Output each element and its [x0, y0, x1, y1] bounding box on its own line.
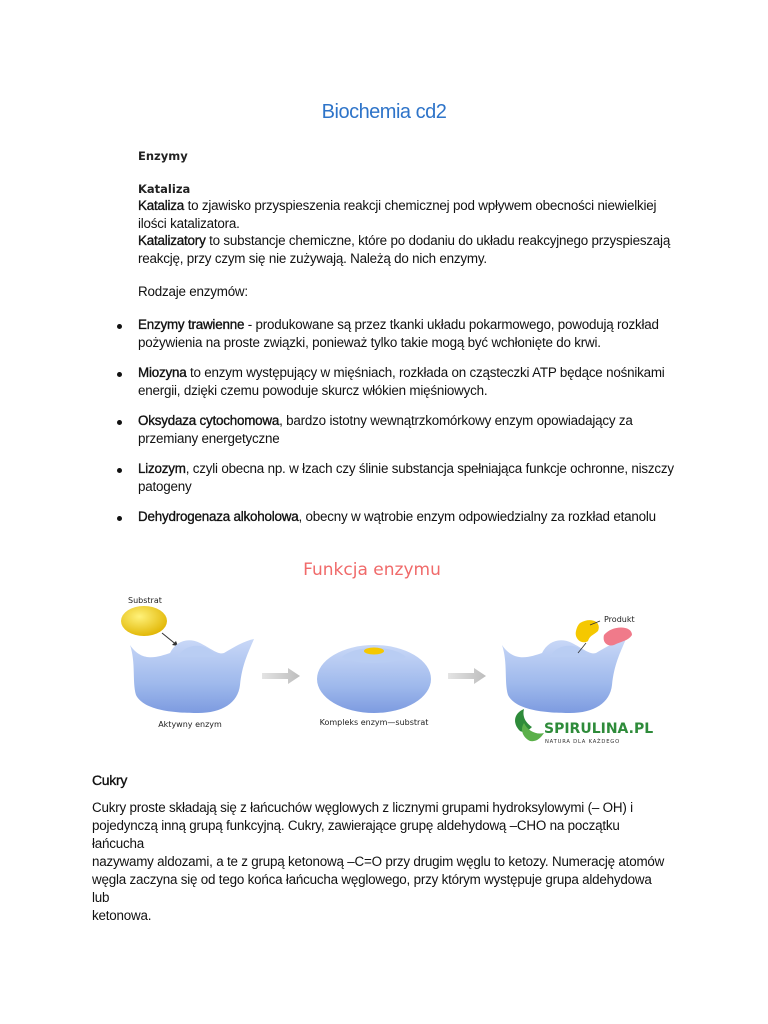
section-enzymy-heading: Enzymy	[138, 149, 188, 163]
figure-title: Funkcja enzymu	[303, 560, 441, 580]
cukry-line: węgla zaczyna się od tego końca łańcucha węglowego, przy którym występuje grupa aldehydowa lub	[92, 872, 652, 905]
cukry-paragraph	[92, 799, 672, 925]
katalizatory-text-line1: to substancje chemiczne, które po dodaniu do układu reakcyjnego przyspieszają	[205, 233, 671, 248]
kataliza-text-line2: ilości katalizatora.	[138, 215, 240, 231]
bullet-term: Enzymy trawienne	[138, 317, 245, 332]
bullet-text: to enzym występujący w mięśniach, rozkłada on cząsteczki ATP będące nośnikami	[186, 365, 665, 380]
substrate-shape	[121, 606, 167, 636]
product-pink	[604, 628, 632, 646]
brand-name	[544, 721, 653, 737]
brand-main: SPIRULINA	[544, 721, 629, 737]
cukry-line: ketonowa.	[92, 908, 152, 923]
bullet-text-line2: patogeny	[138, 478, 192, 494]
page-title: Biochemia cd2	[321, 101, 447, 123]
bullet-term: Oksydaza cytochomowa	[138, 413, 280, 428]
brand-tagline: NATURA DLA KAŻDEGO	[545, 739, 620, 745]
process-arrow	[262, 668, 300, 684]
enzyme-function-figure	[92, 545, 664, 755]
cukry-heading: Cukry	[92, 772, 128, 788]
bullet-text: , bardzo istotny wewnątrzkomórkowy enzym opowiadający za	[279, 413, 633, 428]
bullet-text-line2: przemiany energetyczne	[138, 430, 280, 446]
cukry-line: pojedynczą inną grupą funkcyjną. Cukry, zawierające grupę aldehydową –CHO na początku łańcucha	[92, 818, 620, 851]
produkt-label: Produkt	[604, 615, 635, 624]
katalizatory-term: Katalizatory	[138, 233, 206, 248]
aktywny-enzym-label: Aktywny enzym	[158, 720, 222, 729]
bullet-dot	[117, 420, 122, 425]
bullet-dot	[117, 468, 122, 473]
kataliza-definition	[138, 197, 668, 232]
bullet-dot	[117, 372, 122, 377]
bullet-term: Lizozym	[138, 461, 186, 476]
list-item	[138, 316, 678, 351]
list-item	[138, 412, 678, 447]
bullet-dot	[117, 516, 122, 521]
substrat-label: Substrat	[128, 596, 162, 605]
product-yellow	[576, 620, 599, 642]
list-item	[138, 460, 678, 495]
bullet-text: , czyli obecna np. w łzach czy ślinie substancja spełniająca funkcje ochronne, niszczy	[185, 461, 674, 476]
section-kataliza-heading: Kataliza	[138, 182, 191, 196]
bullet-text-line2: energii, dzięki czemu powoduje skurcz włókien mięśniowych.	[138, 382, 488, 398]
list-item	[138, 364, 678, 399]
leaf-icon	[522, 723, 544, 741]
bullet-term: Miozyna	[138, 365, 187, 380]
bullet-term: Dehydrogenaza alkoholowa	[138, 509, 299, 524]
enzyme-diagram	[92, 545, 664, 755]
list-item	[138, 508, 678, 526]
brand-suffix: .PL	[628, 721, 654, 737]
bullet-text: , obecny w wątrobie enzym odpowiedzialny za rozkład etanolu	[298, 509, 656, 524]
bound-substrate	[364, 648, 384, 655]
katalizatory-text-line2: reakcję, przy czym się nie zużywają. Należą do nich enzymy.	[138, 250, 487, 266]
kataliza-term: Kataliza	[138, 198, 185, 213]
bullet-text: - produkowane są przez tkanki układu pokarmowego, powodują rozkład	[244, 317, 659, 332]
rodzaje-enzymow-label: Rodzaje enzymów:	[138, 284, 248, 299]
bullet-text-line2: pożywienia na proste związki, ponieważ tylko takie mogą być wchłonięte do krwi.	[138, 334, 601, 350]
spirulina-logo	[515, 709, 653, 745]
kompleks-label: Kompleks enzym—substrat	[319, 718, 429, 727]
katalizatory-definition	[138, 232, 678, 267]
cukry-line: Cukry proste składają się z łańcuchów węglowych z licznymi grupami hydroksylowymi (– OH) i	[92, 800, 633, 815]
process-arrow	[448, 668, 486, 684]
bullet-dot	[117, 324, 122, 329]
cukry-line: nazywamy aldozami, a te z grupą ketonową –C=O przy drugim węglu to ketozy. Numerację atomów	[92, 854, 665, 869]
kataliza-text-line1: to zjawisko przyspieszenia reakcji chemicznej pod wpływem obecności niewielkiej	[184, 198, 657, 213]
